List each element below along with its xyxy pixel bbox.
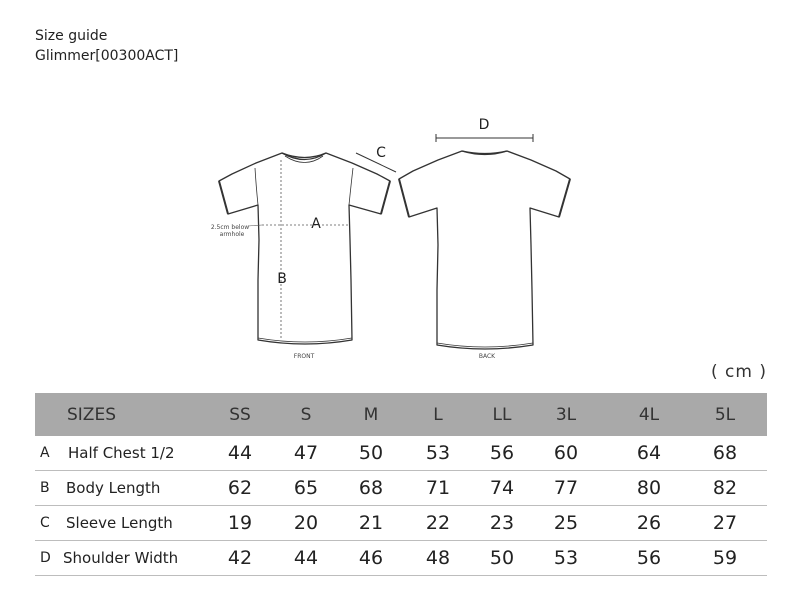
size-table-header (35, 393, 767, 436)
label-a: A (311, 216, 321, 232)
row-value: 59 (712, 547, 738, 569)
row-value: 27 (712, 512, 738, 534)
row-value: 26 (636, 512, 662, 534)
row-value: 68 (358, 477, 384, 499)
row-value: 77 (553, 477, 579, 499)
row-value: 64 (636, 442, 662, 464)
armhole-note-line1: 2.5cm below (210, 224, 250, 231)
size-header-ss: SS (229, 404, 251, 425)
row-letter: C (40, 515, 50, 531)
armhole-note-line2: armhole (219, 231, 245, 238)
size-header-ll: LL (492, 404, 512, 425)
row-value: 74 (489, 477, 515, 499)
row-value: 82 (712, 477, 738, 499)
row-value: 47 (293, 442, 319, 464)
page-title: Size guide (35, 28, 108, 44)
row-value: 25 (553, 512, 579, 534)
row-value: 50 (358, 442, 384, 464)
table-row (35, 436, 767, 471)
row-value: 44 (293, 547, 319, 569)
row-letter: B (40, 480, 50, 496)
row-letter: A (40, 445, 50, 461)
row-label: Body Length (66, 479, 161, 497)
row-value: 42 (227, 547, 253, 569)
row-value: 53 (553, 547, 579, 569)
row-value: 71 (425, 477, 451, 499)
row-value: 56 (489, 442, 515, 464)
row-value: 60 (553, 442, 579, 464)
size-header-3l: 3L (555, 404, 577, 425)
row-value: 46 (358, 547, 384, 569)
row-value: 80 (636, 477, 662, 499)
label-b: B (277, 271, 287, 287)
label-d: D (478, 117, 490, 133)
row-value: 68 (712, 442, 738, 464)
size-table (35, 393, 767, 576)
row-value: 19 (227, 512, 253, 534)
row-value: 50 (489, 547, 515, 569)
table-row (35, 471, 767, 506)
row-value: 44 (227, 442, 253, 464)
size-header-l: L (433, 404, 443, 425)
row-value: 20 (293, 512, 319, 534)
row-label: Sleeve Length (66, 514, 173, 532)
back-tshirt (399, 151, 570, 349)
back-caption: BACK (478, 353, 496, 360)
product-name: Glimmer[00300ACT] (35, 48, 179, 64)
row-value: 62 (227, 477, 253, 499)
front-tshirt (219, 153, 390, 344)
row-value: 23 (489, 512, 515, 534)
unit-label: ( cm ) (711, 362, 767, 382)
row-letter: D (40, 550, 51, 566)
row-label: Half Chest 1/2 (68, 444, 175, 462)
front-caption: FRONT (293, 353, 315, 360)
row-value: 65 (293, 477, 319, 499)
row-value: 56 (636, 547, 662, 569)
sizes-header-label: SIZES (67, 404, 116, 425)
row-value: 22 (425, 512, 451, 534)
row-value: 53 (425, 442, 451, 464)
row-value: 48 (425, 547, 451, 569)
size-header-s: S (300, 404, 312, 425)
size-header-m: M (363, 404, 379, 425)
size-header-5l: 5L (714, 404, 736, 425)
size-header-4l: 4L (638, 404, 660, 425)
table-row (35, 541, 767, 576)
label-c: C (376, 145, 386, 161)
row-value: 21 (358, 512, 384, 534)
table-row (35, 506, 767, 541)
row-label: Shoulder Width (63, 549, 179, 567)
